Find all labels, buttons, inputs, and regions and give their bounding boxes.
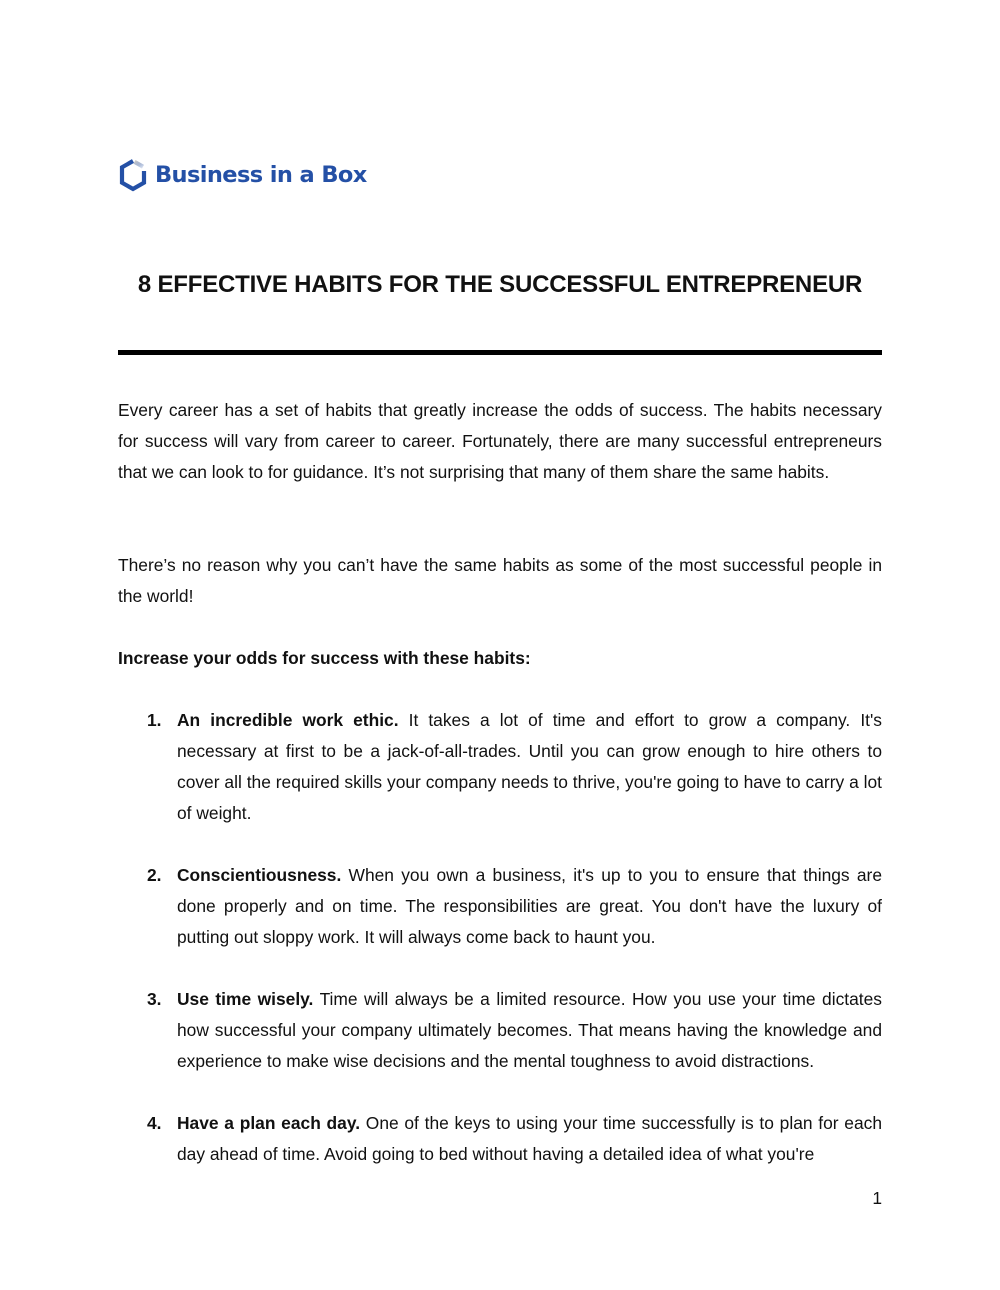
list-item xyxy=(118,705,882,829)
list-item xyxy=(118,984,882,1077)
intro-paragraph: Every career has a set of habits that greatly increase the odds of success. The habits necessary for success will vary from career to career. Fortunately, there are many successful entrepreneurs that we can look to for guidance. It’s not surprising that many of them share the same habits. xyxy=(118,400,882,482)
habits-lead-heading: Increase your odds for success with these habits: xyxy=(118,648,531,668)
list-item xyxy=(118,1108,882,1170)
list-item-text: Time will always be a limited resource. How you use your time dictates how successful your company ultimately becomes. That means having the knowledge and experience to make wise decisions and the mental toughness to avoid distractions. xyxy=(177,989,882,1071)
list-item-title: An incredible work ethic. xyxy=(177,710,399,730)
list-item-number: 1. xyxy=(147,710,162,730)
list-item-title: Use time wisely. xyxy=(177,989,314,1009)
list-item-title: Conscientiousness. xyxy=(177,865,342,885)
document-title: 8 EFFECTIVE HABITS FOR THE SUCCESSFUL ENTREPRENEUR xyxy=(137,271,863,298)
brand-logo xyxy=(118,156,367,194)
list-item-title: Have a plan each day. xyxy=(177,1113,361,1133)
list-item-text: It takes a lot of time and effort to grow a company. It's necessary at first to be a jack-of-all-trades. Until you can grow enough to hire others to cover all the required skills your company needs to thrive, you're going to have to carry a lot of weight. xyxy=(177,710,883,823)
motivation-paragraph: There’s no reason why you can’t have the same habits as some of the most successful people in the world! xyxy=(118,555,882,606)
page-number: 1 xyxy=(872,1188,882,1208)
list-item xyxy=(118,860,882,953)
list-item-text: One of the keys to using your time successfully is to plan for each day ahead of time. Avoid going to bed without having a detailed idea of what you're xyxy=(177,1113,882,1164)
brand-name: Business in a Box xyxy=(155,161,367,188)
list-item-number: 2. xyxy=(147,865,162,885)
list-item-number: 4. xyxy=(147,1113,162,1133)
list-item-text: When you own a business, it's up to you to ensure that things are done properly and on time. The responsibilities are great. You don't have the luxury of putting out sloppy work. It will always come back to haunt you. xyxy=(177,865,882,947)
list-item-number: 3. xyxy=(147,989,162,1009)
habits-list xyxy=(118,705,882,1201)
hexagon-logo-icon xyxy=(118,158,148,192)
title-divider xyxy=(118,350,882,355)
